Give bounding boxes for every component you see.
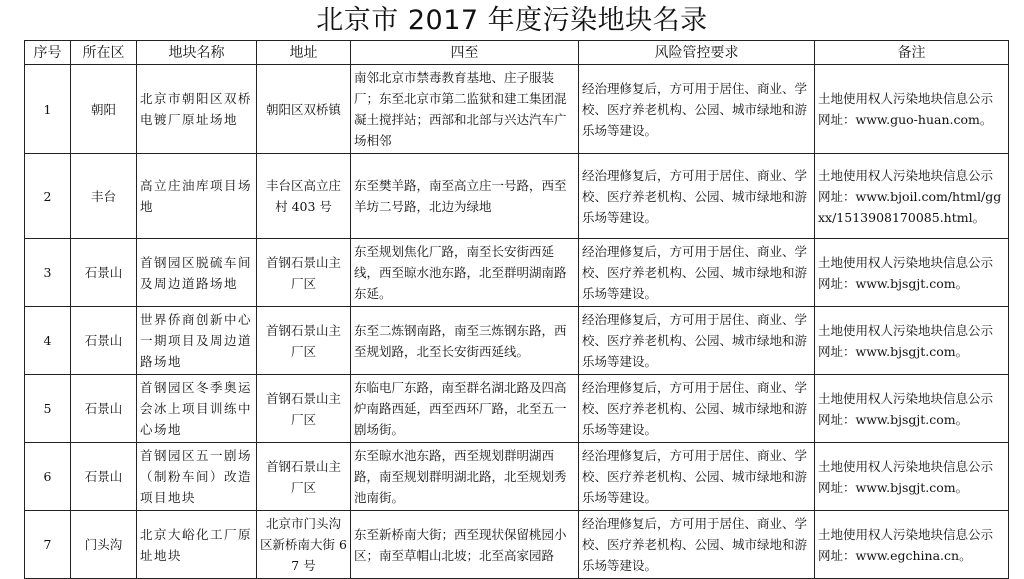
table-header-row [25,41,1009,65]
cell-district: 石景山 [71,307,137,375]
cell-site-name: 高立庄油库项目场地 [137,154,257,239]
cell-address: 北京市门头沟区新桥南大街 67 号 [257,511,351,579]
cell-remarks: 土地使用权人污染地块信息公示网址：www.guo-huan.com。 [815,65,1009,154]
cell-risk-control: 经治理修复后，方可用于居住、商业、学校、医疗养老机构、公园、城市绿地和游乐场等建设。 [579,307,815,375]
header-no: 序号 [25,41,71,65]
cell-site-name: 世界侨商创新中心一期项目及周边道路场地 [137,307,257,375]
cell-boundaries: 东至二炼钢南路，南至三炼钢东路，西至规划路，北至长安街西延线。 [351,307,579,375]
header-site-name: 地块名称 [137,41,257,65]
cell-remarks: 土地使用权人污染地块信息公示网址：www.bjsgjt.com。 [815,239,1009,307]
cell-boundaries: 东至规划焦化厂路，南至长安街西延线，西至晾水池东路，北至群明湖南路东延。 [351,239,579,307]
cell-site-name: 北京市朝阳区双桥电镀厂原址场地 [137,65,257,154]
cell-address: 朝阳区双桥镇 [257,65,351,154]
cell-boundaries: 东至樊羊路，南至高立庄一号路，西至羊坊二号路，北边为绿地 [351,154,579,239]
cell-risk-control: 经治理修复后，方可用于居住、商业、学校、医疗养老机构、公园、城市绿地和游乐场等建设。 [579,375,815,443]
table-row [25,154,1009,239]
page-title: 北京市 2017 年度污染地块名录 [316,5,708,36]
cell-remarks: 土地使用权人污染地块信息公示网址：www.bjsgjt.com。 [815,443,1009,511]
cell-risk-control: 经治理修复后，方可用于居住、商业、学校、医疗养老机构、公园、城市绿地和游乐场等建设。 [579,511,815,579]
header-remarks: 备注 [815,41,1009,65]
cell-remarks: 土地使用权人污染地块信息公示网址：www.bjsgjt.com。 [815,307,1009,375]
cell-no: 5 [25,375,71,443]
header-risk-control: 风险管控要求 [579,41,815,65]
cell-district: 石景山 [71,375,137,443]
cell-site-name: 首钢园区五一剧场（制粉车间）改造项目地块 [137,443,257,511]
cell-address: 丰台区高立庄村 403 号 [257,154,351,239]
table-row [25,443,1009,511]
cell-address: 首钢石景山主厂区 [257,375,351,443]
cell-address: 首钢石景山主厂区 [257,443,351,511]
table-row [25,511,1009,579]
cell-no: 3 [25,239,71,307]
cell-no: 4 [25,307,71,375]
cell-address: 首钢石景山主厂区 [257,239,351,307]
cell-no: 7 [25,511,71,579]
cell-no: 6 [25,443,71,511]
cell-risk-control: 经治理修复后，方可用于居住、商业、学校、医疗养老机构、公园、城市绿地和游乐场等建设。 [579,154,815,239]
cell-address: 首钢石景山主厂区 [257,307,351,375]
cell-district: 门头沟 [71,511,137,579]
cell-remarks: 土地使用权人污染地块信息公示网址：www.egchina.cn。 [815,511,1009,579]
table-row [25,65,1009,154]
cell-risk-control: 经治理修复后，方可用于居住、商业、学校、医疗养老机构、公园、城市绿地和游乐场等建设。 [579,443,815,511]
cell-site-name: 首钢园区脱硫车间及周边道路场地 [137,239,257,307]
cell-no: 2 [25,154,71,239]
table-row [25,239,1009,307]
contaminated-sites-table [24,40,1009,579]
cell-boundaries: 东至新桥南大街；西至现状保留桃园小区；南至草帽山北坡；北至高家园路 [351,511,579,579]
cell-district: 石景山 [71,443,137,511]
header-address: 地址 [257,41,351,65]
cell-boundaries: 南邻北京市禁毒教育基地、庄子服装厂；东至北京市第二监狱和建工集团混凝土搅拌站；西部和北部与兴达汽车广场相邻 [351,65,579,154]
table-row [25,307,1009,375]
cell-district: 丰台 [71,154,137,239]
cell-boundaries: 东临电厂东路，南至群名湖北路及四高炉南路西延，西至西环厂路，北至五一剧场街。 [351,375,579,443]
cell-boundaries: 东至晾水池东路，西至规划群明湖西路，南至规划群明湖北路，北至规划秀池南街。 [351,443,579,511]
cell-district: 石景山 [71,239,137,307]
table-row [25,375,1009,443]
cell-risk-control: 经治理修复后，方可用于居住、商业、学校、医疗养老机构、公园、城市绿地和游乐场等建设。 [579,239,815,307]
cell-remarks: 土地使用权人污染地块信息公示网址：www.bjoil.com/html/ggxx/1513908170085.html。 [815,154,1009,239]
cell-site-name: 北京大峪化工厂原址地块 [137,511,257,579]
header-boundaries: 四至 [351,41,579,65]
cell-district: 朝阳 [71,65,137,154]
header-district: 所在区 [71,41,137,65]
cell-remarks: 土地使用权人污染地块信息公示网址：www.bjsgjt.com。 [815,375,1009,443]
cell-risk-control: 经治理修复后，方可用于居住、商业、学校、医疗养老机构、公园、城市绿地和游乐场等建设。 [579,65,815,154]
cell-site-name: 首钢园区冬季奥运会冰上项目训练中心场地 [137,375,257,443]
cell-no: 1 [25,65,71,154]
